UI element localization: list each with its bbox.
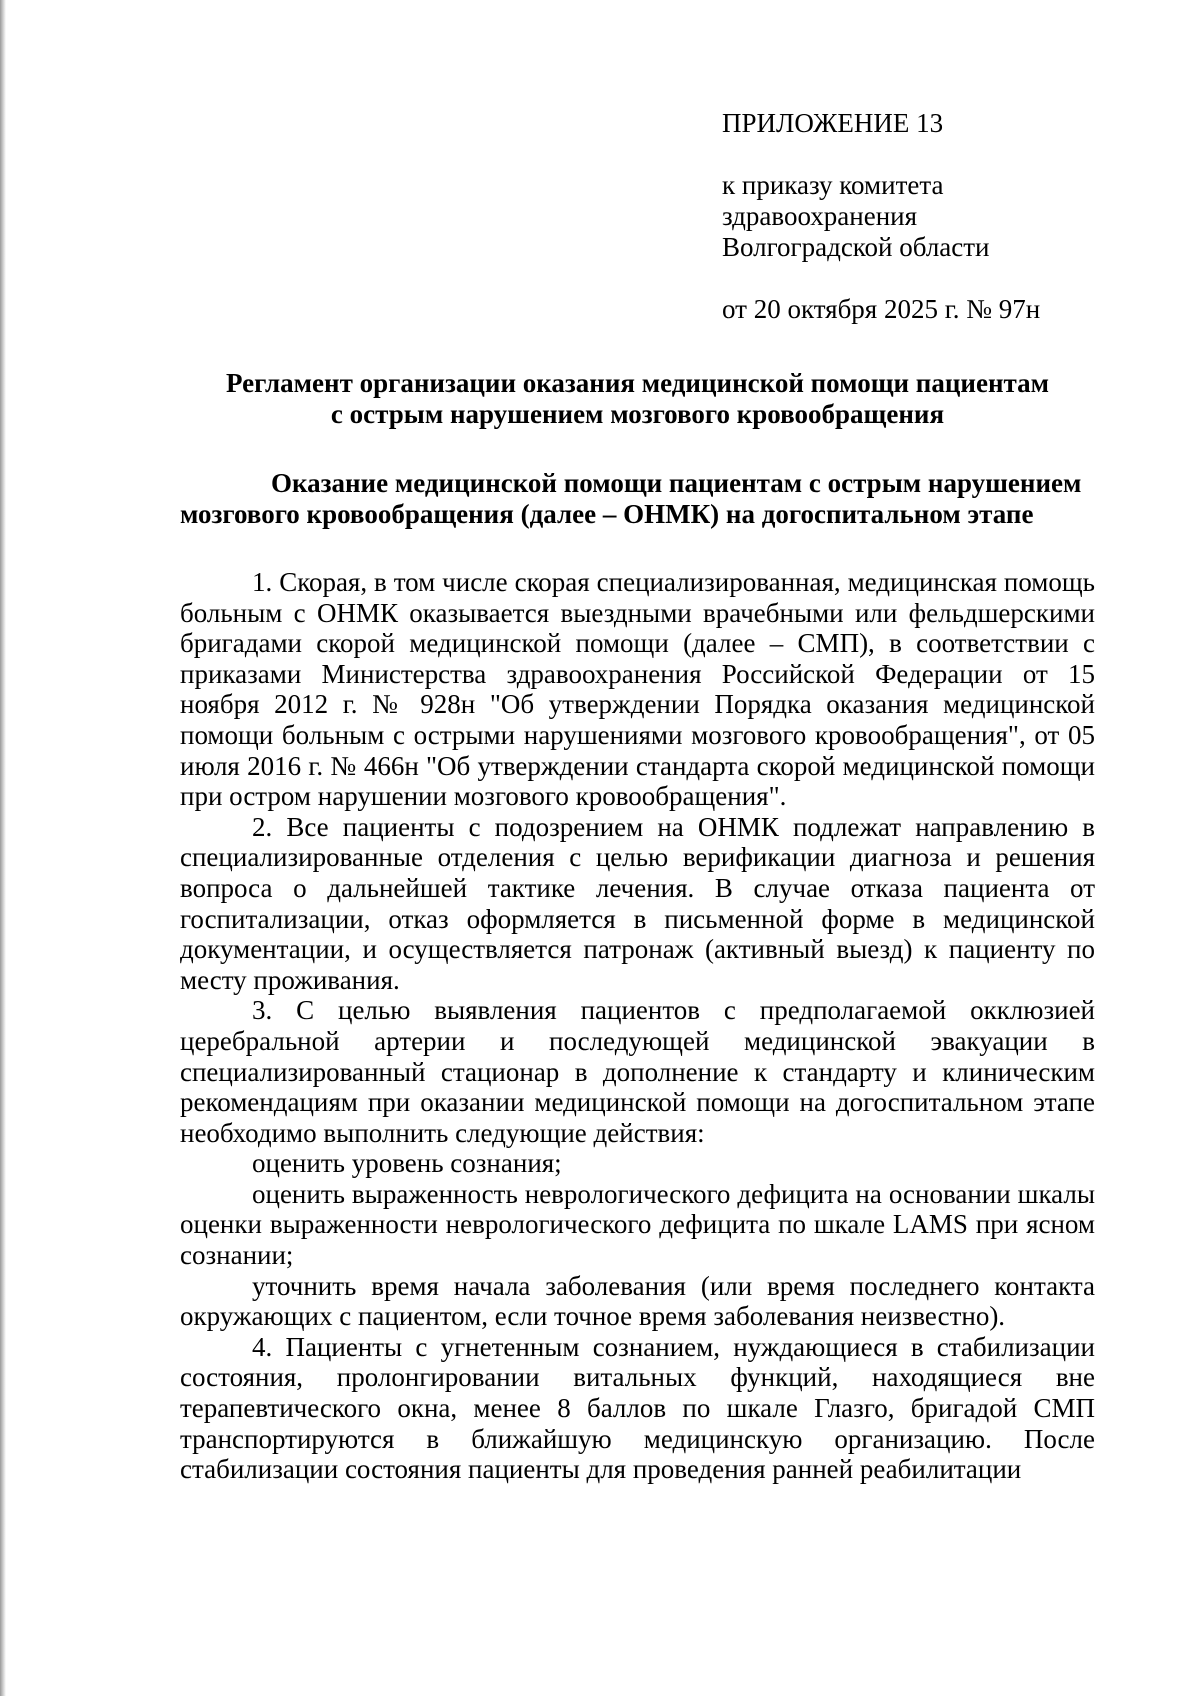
appendix-order-reference [722, 170, 1040, 263]
scan-edge-shadow [0, 0, 6, 1696]
paragraph: уточнить время начала заболевания (или время последнего контакта окружающих с пациентом, если точное время заболевания неизвестно). [180, 1270, 1095, 1332]
paragraph: 1. Скорая, в том числе скорая специализированная, медицинская помощь больным с ОНМК оказывается выездными врачебными или фельдшерскими бригадами скорой медицинской помощи (далее – СМП), в соответствии с приказами Министерства здравоохранения Российской Федерации от 15 ноября 2012 г. № 928н "Об утверждении Порядка оказания медицинской помощи больным с острыми нарушениями мозгового кровообращения", от 05 июля 2016 г. № 466н "Об утверждении стандарта скорой медицинской помощи при остром нарушении мозгового кровообращения". [180, 567, 1095, 812]
section-heading-line: Оказание медицинской помощи пациентам с острым нарушением [271, 468, 1082, 498]
document-title [180, 368, 1095, 430]
paragraph: оценить уровень сознания; [252, 1148, 562, 1179]
document-title-line: Регламент организации оказания медицинской помощи пациентам [226, 368, 1049, 398]
paragraph: оценить выраженность неврологического дефицита на основании шкалы оценки выраженности неврологического дефицита по шкале LAMS при ясном сознании; [180, 1178, 1095, 1271]
paragraph: 2. Все пациенты с подозрением на ОНМК подлежат направлению в специализированные отделения с целью верификации диагноза и решения вопроса о дальнейшей тактике лечения. В случае отказа пациента от госпитализации, отказ оформляется в письменной форме в медицинской документации, и осуществляется патронаж (активный выезд) к пациенту по месту проживания. [180, 811, 1095, 995]
appendix-order-line: к приказу комитета [722, 170, 944, 200]
document-title-line: с острым нарушением мозгового кровообращения [330, 399, 945, 429]
appendix-block [722, 108, 1040, 325]
document-body [180, 567, 1095, 1485]
appendix-order-line: Волгоградской области [722, 232, 990, 262]
paragraph: 3. С целью выявления пациентов с предполагаемой окклюзией церебральной артерии и последующей медицинской эвакуации в специализированный стационар в дополнение к стандарту и клиническим рекомендациям при оказании медицинской помощи на догоспитальном этапе необходимо выполнить следующие действия: [180, 995, 1095, 1148]
appendix-order-line: здравоохранения [722, 201, 918, 231]
section-heading-line: мозгового кровообращения (далее – ОНМК) на догоспитальном этапе [180, 499, 1034, 529]
appendix-order-date: от 20 октября 2025 г. № 97н [722, 294, 1041, 324]
section-heading [180, 468, 1095, 530]
paragraph: 4. Пациенты с угнетенным сознанием, нуждающиеся в стабилизации состояния, пролонгировании витальных функций, находящиеся вне терапевтического окна, менее 8 баллов по шкале Глазго, бригадой СМП транспортируются в ближайшую медицинскую организацию. После стабилизации состояния пациенты для проведения ранней реабилитации [180, 1331, 1095, 1485]
appendix-title: ПРИЛОЖЕНИЕ 13 [722, 108, 944, 138]
